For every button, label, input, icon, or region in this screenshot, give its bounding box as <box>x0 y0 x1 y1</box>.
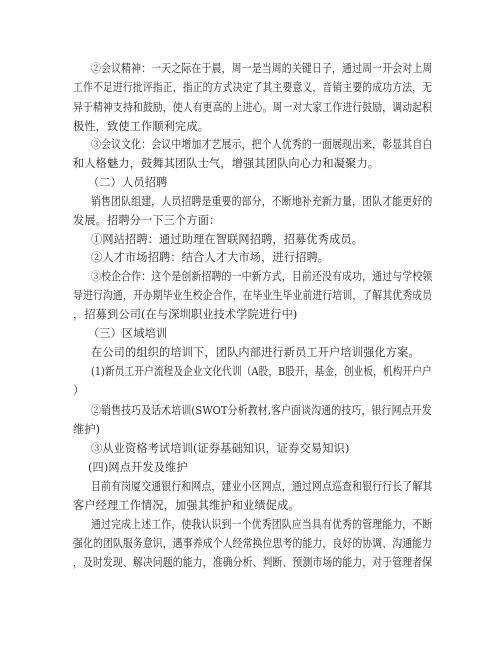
text-line: 强化的团队服务意识，遇事养成个人经常换位思考的能力，良好的协调、沟通能力 <box>73 537 433 550</box>
text-line: 和人格魅力，鼓舞其团队士气，增强其团队向心力和凝聚力。 <box>73 157 380 170</box>
text-line: ，招募到公司(在与深圳职业技术学院进行中) <box>73 308 298 321</box>
text-line: (1)新员工开户流程及企业文化代训（A股，B股开，基金，创业板，机构开户户 <box>91 365 432 378</box>
text-line: ③从业资格考试培训(证券基础知识，证券交易知识) <box>91 442 350 455</box>
section-heading: （二）人员招聘 <box>88 176 168 189</box>
text-line: ②会议精神：一天之际在于晨，周一是当周的关键日子，通过周一开会对上周 <box>91 62 433 75</box>
text-line: 异于精神支持和鼓励，使人有更高的上进心。周一对大家工作进行鼓励，调动起积 <box>73 101 433 114</box>
text-line: ①网站招聘：通过助理在智联网招聘，招募优秀成员。 <box>91 233 364 246</box>
text-line: ） <box>73 384 85 397</box>
section-heading: (四)网点开发及维护 <box>88 461 188 474</box>
text-line: ③校企合作：这个是创新招聘的一中新方式，目前还没有成功，通过与学校领 <box>91 270 433 283</box>
text-line: 目前有岗厦交通银行和网点，建业小区网点，通过网点巡查和银行行长了解其 <box>91 480 433 493</box>
text-line: 通过完成上述工作，使我认识到一个优秀团队应当具有优秀的管理能力，不断 <box>91 518 433 531</box>
text-line: ②人才市场招聘：结合人才大市场，进行招聘。 <box>91 251 330 264</box>
text-line: 工作不足进行批评指正，指正的方式决定了其主要意义，音销主要的成功方法，无 <box>73 81 433 94</box>
text-line: 导进行沟通，开办期毕业生校企合作，在毕业生毕业前进行培训，了解其优秀成员 <box>73 289 433 302</box>
text-line: 在公司的组织的培训下，团队内部进行新员工开户培训强化方案。 <box>91 346 420 359</box>
section-heading: （三）区域培训 <box>88 327 168 340</box>
text-line: ，及时发现、解决问题的能力，准确分析、判断、预测市场的能力，对于管理者保 <box>73 556 433 569</box>
text-line: 维护) <box>73 423 101 436</box>
text-line: 极性，致使工作顺利完成。 <box>73 120 210 133</box>
text-line: 客户经理工作情况，加强其维护和业绩促成。 <box>73 499 300 512</box>
text-line: ②销售技巧及话术培训(SWOT分析教材,客户面谈沟通的技巧，银行网点开发 <box>91 404 432 417</box>
text-line: 发展。招聘分一下三个方面： <box>73 214 221 227</box>
text-line: ③会议文化：会议中增加才艺展示，把个人优秀的一面展现出来，彰显其自白 <box>91 138 433 151</box>
text-line: 销售团队组建，人员招聘是重要的部分，不断地补充新力量，团队才能更好的 <box>91 195 433 208</box>
